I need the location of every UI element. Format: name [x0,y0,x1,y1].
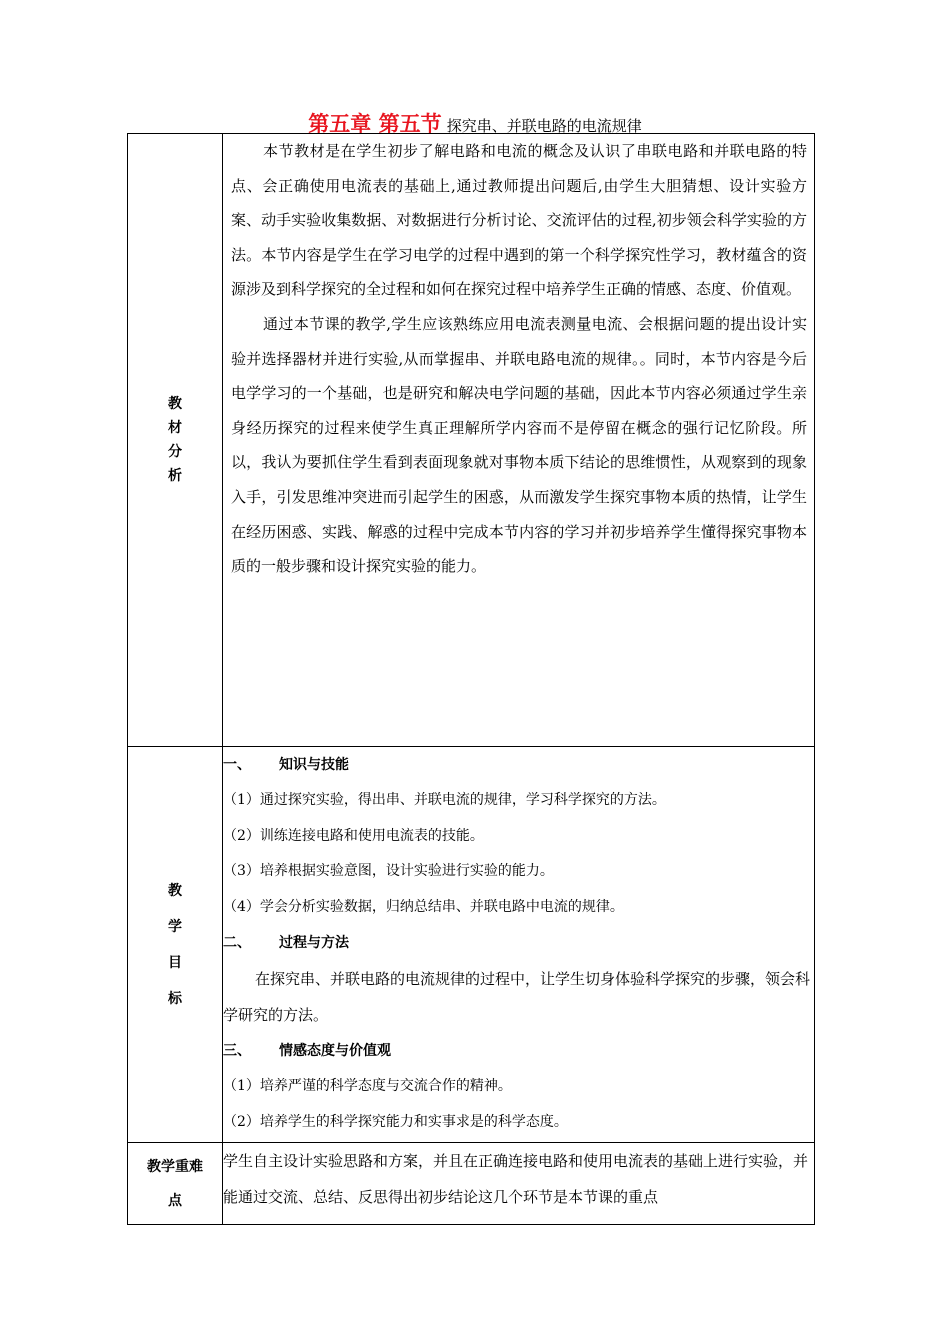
goal-title: 知识与技能 [279,757,349,773]
chapter-heading: 第五章 第五节 [308,112,442,136]
label-line: 教学重难 [147,1158,203,1175]
goal-text: 在探究串、并联电路的电流规律的过程中，让学生切身体验科学探究的步骤，领会科学研究的方法。 [223,970,811,1024]
lesson-plan-table [127,133,815,1225]
goals-row [128,747,815,1143]
goal-heading [223,747,814,783]
goals-content [223,747,815,1143]
goal-number: 二、 [223,935,251,951]
label-char: 目 [168,954,182,971]
analysis-row [128,134,815,747]
key-points-content: 学生自主设计实验思路和方案，并且在正确连接电路和使用电流表的基础上进行实验，并能通过交流、总结、反思得出初步结论这几个环节是本节课的重点 [223,1143,815,1225]
goal-item: （2）培养学生的科学探究能力和实事求是的科学态度。 [223,1113,568,1130]
section-subtitle: 探究串、并联电路的电流规律 [446,117,642,135]
goal-number: 三、 [223,1043,251,1059]
label-char: 教 [168,882,182,899]
goals-label [128,747,223,1143]
label-char: 材 [168,420,182,436]
goal-item: （2）训练连接电路和使用电流表的技能。 [223,827,484,844]
goal-number: 一、 [223,757,251,773]
goal-title: 情感态度与价值观 [279,1043,391,1059]
key-points-row [128,1143,815,1225]
analysis-paragraph: 通过本节课的教学,学生应该熟练应用电流表测量电流、会根据问题的提出设计实验并选择器材并进行实验,从而掌握串、并联电路电流的规律。。同时，本节内容是今后电学学习的一个基础，也是研究和解决电学问题的基础，因此本节内容必须通过学生亲身经历探究的过程来使学生真正理解所学内容而不是停留在概念的强行记忆阶段。所以，我认为要抓住学生看到表面现象就对事物本质下结论的思维惯性，从观察到的现象入手，引发思维冲突进而引起学生的困惑，从而激发学生探究事物本质的热情，让学生在经历困惑、实践、解惑的过程中完成本节内容的学习并初步培养学生懂得探究事物本质的一般步骤和设计探究实验的能力。 [231,314,807,576]
label-char: 析 [168,468,182,484]
label-char: 学 [168,918,182,935]
label-line: 点 [168,1192,182,1209]
goal-heading [223,1033,814,1069]
goal-title: 过程与方法 [279,935,349,951]
label-char: 标 [168,990,182,1007]
goal-heading [223,925,814,961]
analysis-label [128,134,223,747]
analysis-content [223,134,815,747]
goal-item: （1）通过探究实验，得出串、并联电流的规律，学习科学探究的方法。 [223,792,666,808]
label-char: 教 [168,396,182,412]
goal-item: （3）培养根据实验意图，设计实验进行实验的能力。 [223,863,554,879]
label-char: 分 [168,444,182,460]
goal-item: （1）培养严谨的科学态度与交流合作的精神。 [223,1078,512,1094]
analysis-paragraph: 本节教材是在学生初步了解电路和电流的概念及认识了串联电路和并联电路的特点、会正确使用电流表的基础上,通过教师提出问题后,由学生大胆猜想、设计实验方案、动手实验收集数据、对数据进行分析讨论、交流评估的过程,初步领会科学实验的方法。本节内容是学生在学习电学的过程中遇到的第一个科学探究性学习，教材蕴含的资源涉及到科学探究的全过程和如何在探究过程中培养学生正确的情感、态度、价值观。 [231,142,807,299]
key-points-label [128,1143,223,1225]
goal-item: （4）学会分析实验数据，归纳总结串、并联电路中电流的规律。 [223,898,624,915]
